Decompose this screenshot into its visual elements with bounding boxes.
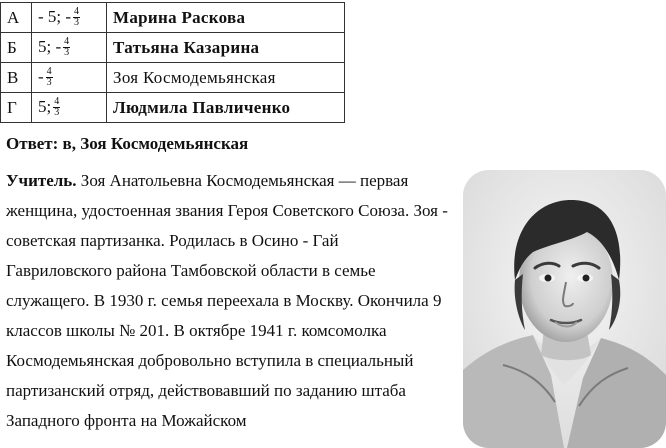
teacher-text: Зоя Анатольевна Космодемьянская — первая женщина, удостоенная звания Героя Советского Союза. Зоя - советская партизанка. Родилась в Осино - Гай Гавриловского района Тамбовской области в семье служащего. В 1930 г. семья переехала в Москву. Окончила 9 классов школы № 201. В октябре 1941 г. комсомолка Космодемьянская добровольно вступила в специальный партизанский отряд, действовавший по заданию штаба Западного фронта на Можайском bbox=[6, 171, 448, 430]
fraction-denominator: 3 bbox=[74, 17, 80, 29]
answer-option-row bbox=[1, 3, 345, 33]
fraction-numerator: 4 bbox=[64, 36, 70, 48]
portrait-photo bbox=[463, 170, 666, 448]
answer-option-row bbox=[1, 93, 345, 123]
answer-option-row bbox=[1, 63, 345, 93]
fraction bbox=[46, 67, 53, 88]
option-letter: В bbox=[1, 63, 32, 93]
option-values bbox=[32, 33, 107, 63]
option-letter: Б bbox=[1, 33, 32, 63]
option-letter: А bbox=[1, 3, 32, 33]
fraction bbox=[73, 7, 80, 28]
teacher-label: Учитель. bbox=[6, 171, 77, 190]
option-prefix: - 5; - bbox=[38, 6, 72, 26]
option-name: Татьяна Казарина bbox=[107, 33, 345, 63]
fraction bbox=[63, 37, 70, 58]
option-letter: Г bbox=[1, 93, 32, 123]
fraction-denominator: 3 bbox=[64, 47, 70, 59]
option-values bbox=[32, 93, 107, 123]
option-prefix: 5; - bbox=[38, 36, 62, 56]
portrait-icon bbox=[463, 170, 666, 448]
fraction-numerator: 4 bbox=[46, 66, 52, 78]
option-prefix: - bbox=[38, 66, 44, 86]
answer-options-table bbox=[0, 2, 345, 123]
option-values bbox=[32, 63, 107, 93]
fraction bbox=[53, 97, 60, 118]
option-name: Людмила Павличенко bbox=[107, 93, 345, 123]
fraction-numerator: 4 bbox=[74, 6, 80, 18]
fraction-denominator: 3 bbox=[46, 77, 52, 89]
option-name: Зоя Космодемьянская bbox=[107, 63, 345, 93]
answer-line: Ответ: в, Зоя Космодемьянская bbox=[6, 134, 249, 153]
answer-option-row bbox=[1, 33, 345, 63]
teacher-paragraph bbox=[6, 166, 448, 436]
fraction-denominator: 3 bbox=[54, 107, 60, 119]
option-values bbox=[32, 3, 107, 33]
option-prefix: 5; bbox=[38, 96, 52, 116]
fraction-numerator: 4 bbox=[54, 96, 60, 108]
option-name: Марина Раскова bbox=[107, 3, 345, 33]
